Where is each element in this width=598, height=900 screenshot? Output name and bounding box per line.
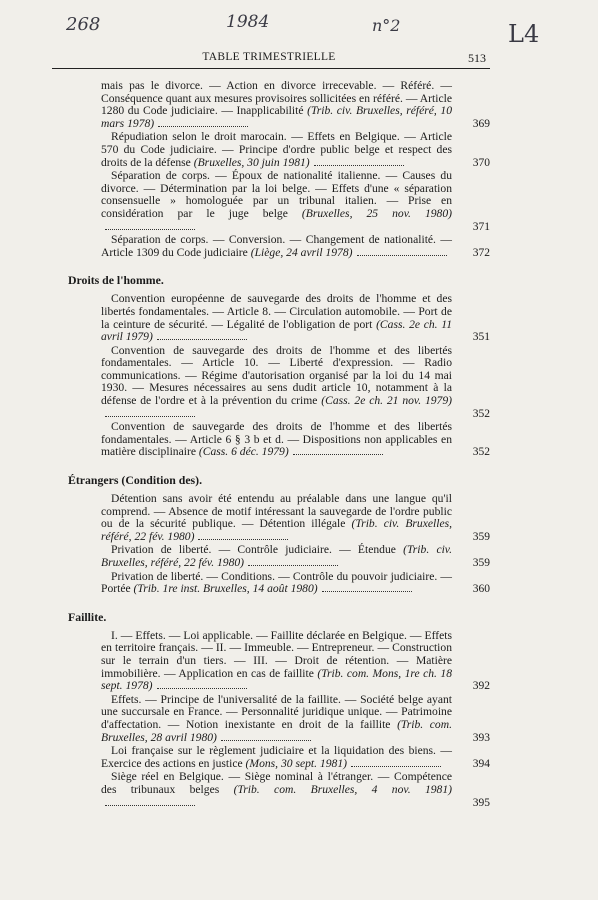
entry-page: 359 [472, 530, 490, 543]
index-entry: Convention européenne de sauvegarde des droits de l'homme et des libertés fondamentales. — Article 8. — Circulation automobile. — Port de la ceinture de sécurité. — Légalité de l'obligation de port (Cass. 2e ch. 11 avril 1979) 351 [101, 292, 490, 344]
entry-page: 393 [472, 731, 490, 744]
section-entries [68, 630, 488, 809]
entry-page: 372 [472, 246, 490, 259]
index-entry: Détention sans avoir été entendu au préalable dans une langue qu'il comprend. — Absence de motif intéressant la sauvegarde de l'ordre public ou de la sécurité publique. — Détention illégale (Trib. civ. Bruxelles, référé, 22 fév. 1980) 359 [101, 492, 490, 543]
entry-page: 394 [472, 757, 490, 770]
handwritten-note-4: L4 [508, 20, 540, 48]
intro-entries [68, 80, 488, 259]
section-heading-etrangers: Étrangers (Condition des). [68, 473, 203, 488]
index-entry: Séparation de corps. — Époux de nationalité italienne. — Causes du divorce. — Détermination par la loi belge. — Effets d'une « séparation consensuelle » homologuée par un tribunal italien. — Prise en considération par le juge belge (Bruxelles, 25 nov. 1980) 371 [101, 169, 490, 233]
entry-page: 352 [472, 407, 490, 420]
entry-page: 371 [472, 220, 490, 233]
index-entry: Convention de sauvegarde des droits de l'homme et des libertés fondamentales. — Article 6 § 3 b et d. — Dispositions non applicables en matière disciplinaire (Cass. 6 déc. 1979) 352 [101, 420, 490, 459]
index-entry: Répudiation selon le droit marocain. — Effets en Belgique. — Article 570 du Code judiciaire. — Principe d'ordre public belge et respect des droits de la défense (Bruxelles, 30 juin 1981) 370 [101, 130, 490, 169]
entry-page: 360 [472, 583, 490, 596]
handwritten-note-3: n°2 [372, 16, 401, 35]
index-entry: I. — Effets. — Loi applicable. — Faillite déclarée en Belgique. — Effets en territoire français. — II. — Immeuble. — Entrepreneur. — Construction sur le terrain d'un tiers. — III. — Droit de rétention. — Matière immobilière. — Application en cas de faillite (Trib. com. Mons, 1re ch. 18 sept. 1978) 392 [101, 628, 490, 693]
entry-page: 370 [472, 156, 490, 169]
index-entry: Séparation de corps. — Conversion. — Changement de nationalité. — Article 1309 du Code judiciaire (Liège, 24 avril 1978) 372 [101, 233, 490, 259]
entry-page: 395 [472, 796, 490, 809]
page-number: 513 [468, 51, 486, 65]
entry-page: 359 [472, 557, 490, 569]
running-head-title: TABLE TRIMESTRIELLE [202, 51, 336, 63]
entry-page: 351 [472, 331, 490, 344]
index-entry: Privation de liberté. — Conditions. — Contrôle du pouvoir judiciaire. — Portée (Trib. 1re inst. Bruxelles, 14 août 1980) 360 [101, 569, 490, 596]
entry-page: 392 [472, 680, 490, 693]
section-entries [68, 493, 488, 596]
index-entry: Siège réel en Belgique. — Siège nominal à l'étranger. — Compétence des tribunaux belges (Trib. com. Bruxelles, 4 nov. 1981) 395 [101, 770, 490, 809]
index-entry: Loi française sur le règlement judiciaire et la liquidation des biens. — Exercice des actions en justice (Mons, 30 sept. 1981) 394 [101, 744, 490, 770]
index-entry: Effets. — Principe de l'universalité de la faillite. — Société belge ayant une succursale en France. — Personnalité juridique unique. — Patrimoine d'affectation. — Notion inexistante en droit de la faillite (Trib. com. Bruxelles, 28 avril 1980) 393 [101, 692, 490, 744]
section-entries [68, 293, 488, 459]
section-heading-droits-homme: Droits de l'homme. [68, 273, 164, 288]
handwritten-note-2: 1984 [226, 12, 270, 32]
section-heading-faillite: Faillite. [68, 609, 107, 624]
entry-page: 369 [472, 117, 490, 130]
index-entry: Convention de sauvegarde des droits de l'homme et des libertés fondamentales. — Article 10. — Liberté d'expression. — Radio communications. — Régime d'autorisation organisé par la loi du 14 mai 1930. — Mesures nécessaires au sens dudit article 10, notamment à la défense de l'ordre et à la prévention du crime (Cass. 2e ch. 21 nov. 1979) 352 [101, 343, 490, 420]
index-content [68, 80, 488, 810]
index-entry: Privation de liberté. — Contrôle judiciaire. — Étendue (Trib. civ. Bruxelles, référé, 22 fév. 1980) 359 [101, 543, 490, 569]
running-head [52, 51, 486, 67]
index-entry: mais pas le divorce. — Action en divorce irrecevable. — Référé. — Conséquence quant aux mesures provisoires sollicitées en référé. — Article 1280 du Code judiciaire. — Inapplicabilité (Trib. civ. Bruxelles, référé, 10 mars 1978) 369 [101, 79, 490, 130]
entry-page: 352 [472, 446, 490, 459]
header-rule [52, 68, 490, 69]
handwritten-note-1: 268 [66, 14, 101, 35]
